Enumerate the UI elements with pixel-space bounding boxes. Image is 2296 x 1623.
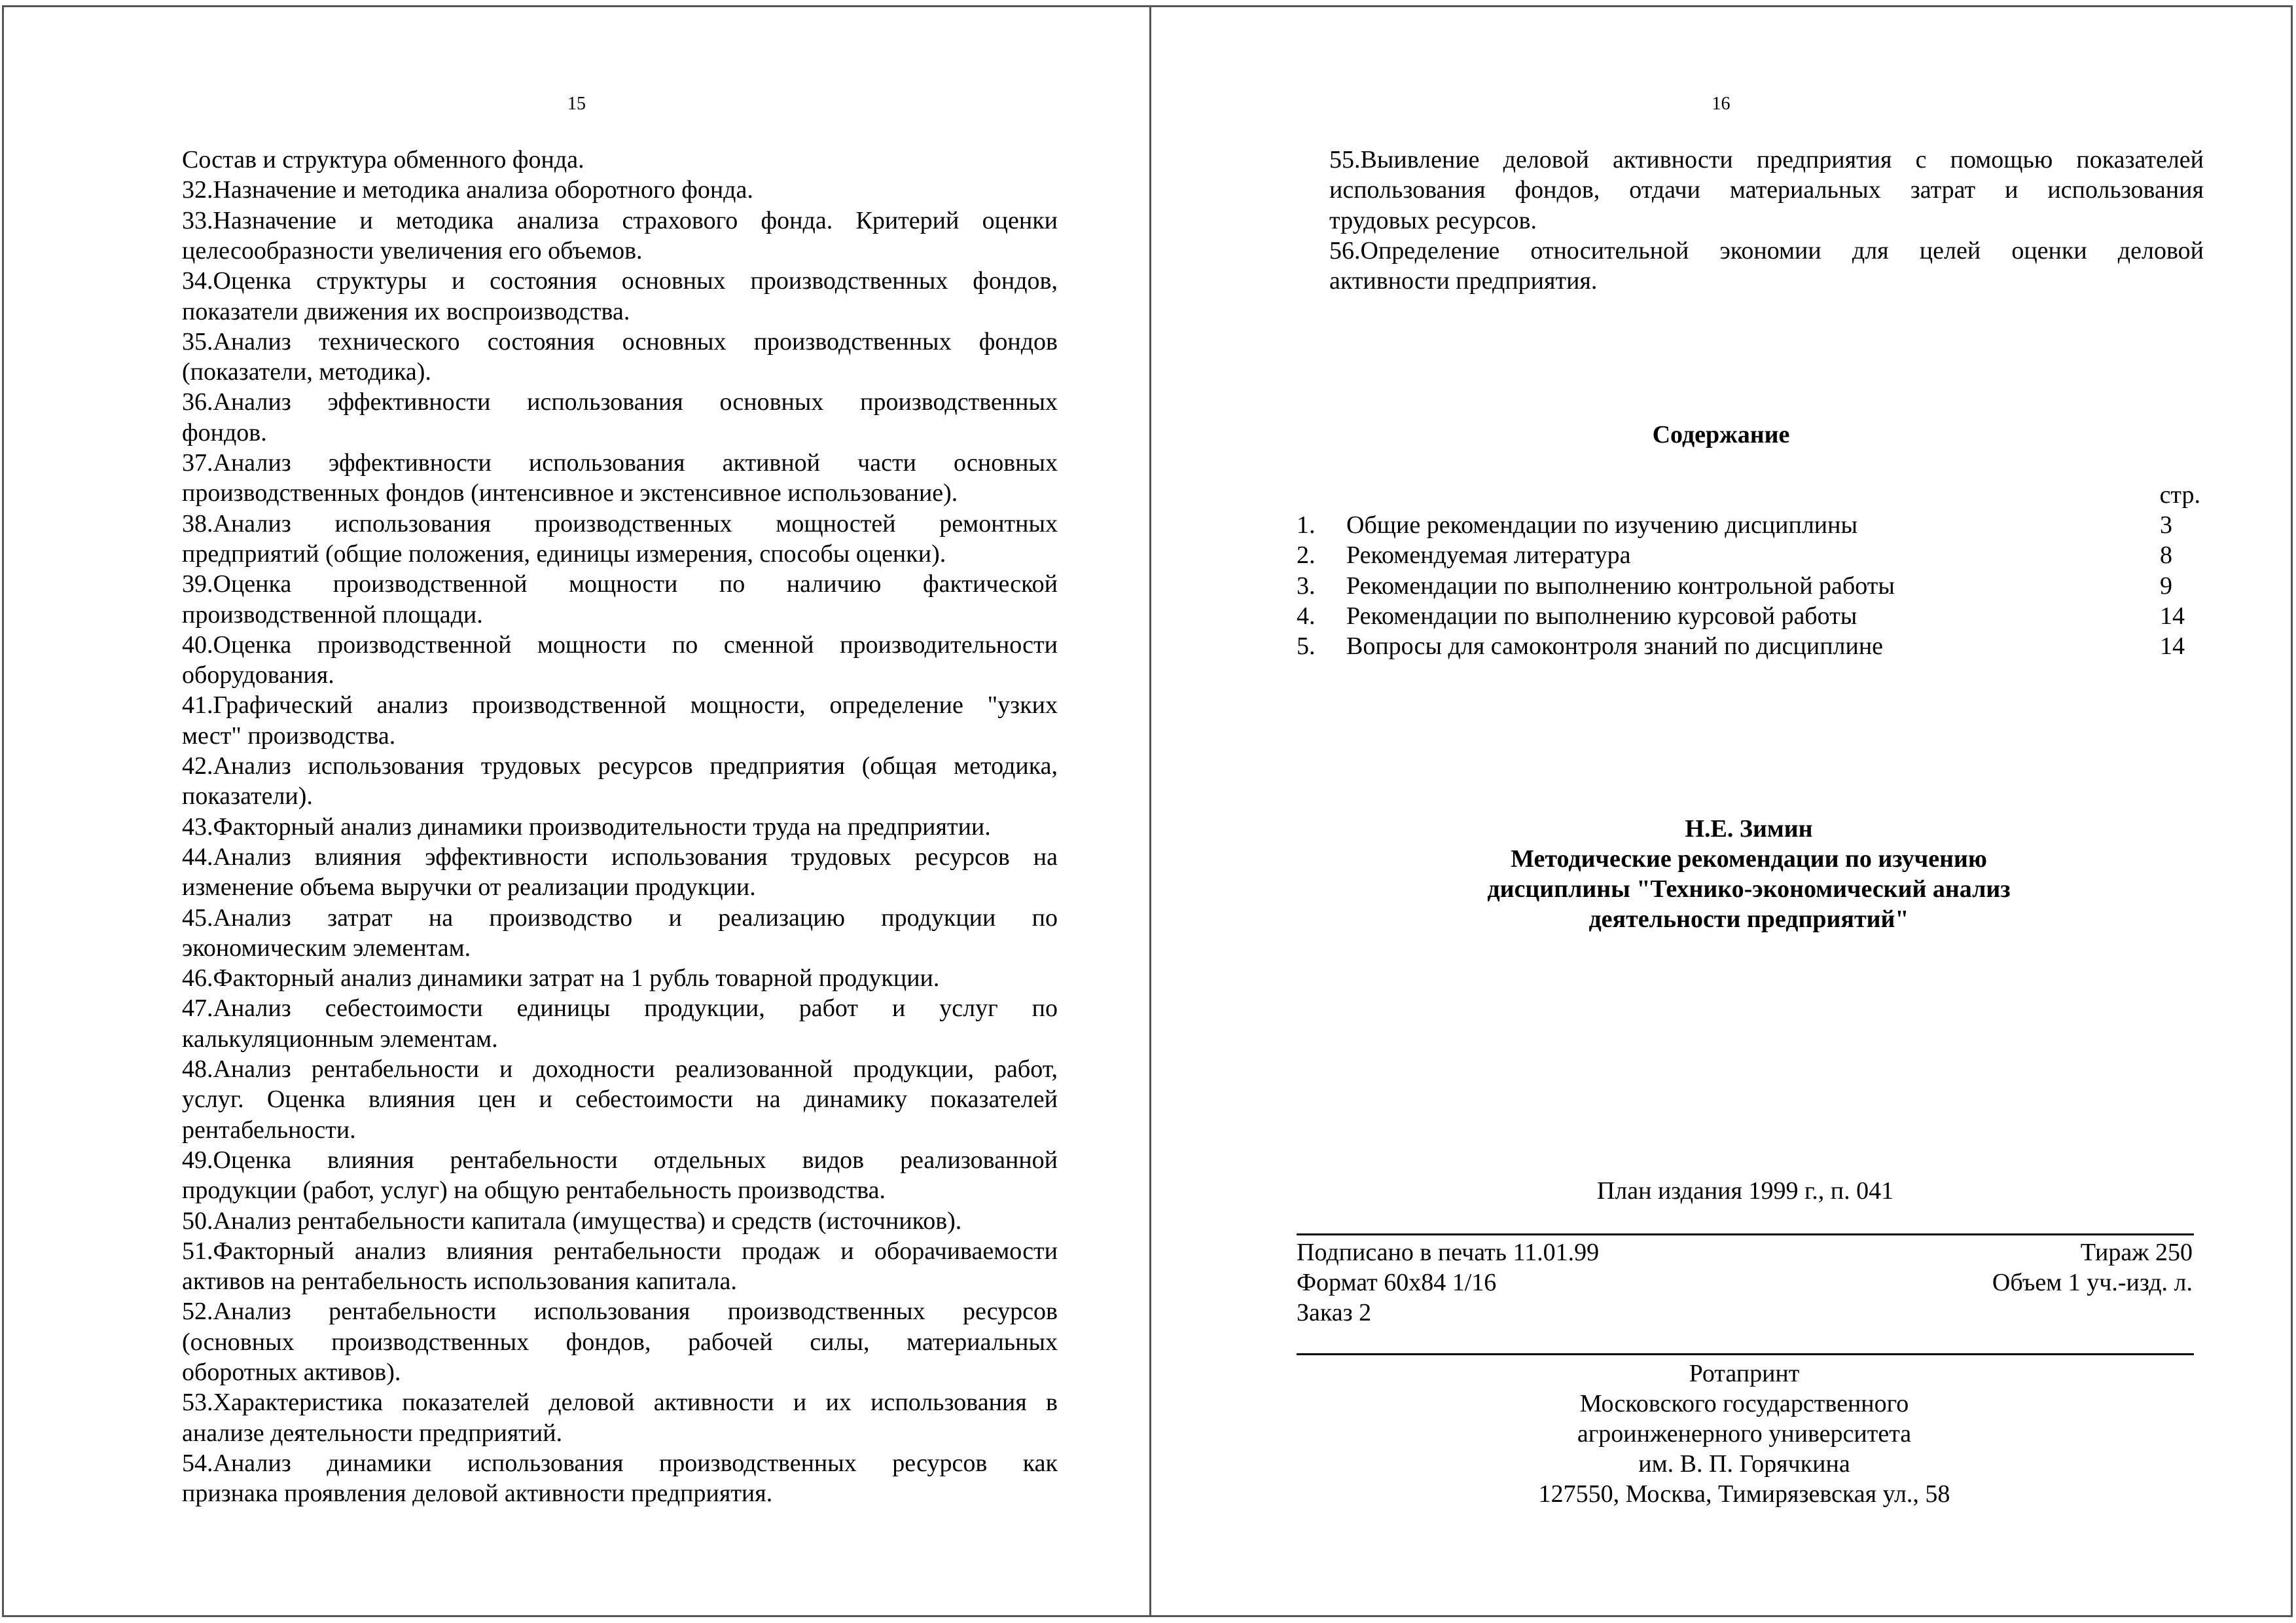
text-line: фондов. <box>182 418 267 447</box>
text-line: калькуляционным элементам. <box>182 1025 498 1053</box>
print-run: Тираж 250 <box>2080 1239 2193 1266</box>
contents-heading: Содержание <box>1652 421 1790 448</box>
page-16 <box>1149 5 2293 1617</box>
printer-info-line: 127550, Москва, Тимирязевская ул., 58 <box>1538 1480 1950 1508</box>
contents-page-column-label: стр. <box>2159 481 2200 509</box>
divider <box>1297 1353 2194 1355</box>
text-line: 48.Анализ рентабельности и доходности реализованной продукции, работ, <box>182 1055 1058 1083</box>
text-line: экономическим элементам. <box>182 934 471 962</box>
text-line: 35.Анализ технического состояния основных производственных фондов <box>182 327 1058 356</box>
divider <box>1297 1233 2194 1235</box>
text-line: 46.Факторный анализ динамики затрат на 1 рубль товарной продукции. <box>182 964 940 993</box>
text-line: 33.Назначение и методика анализа страхового фонда. Критерий оценки <box>182 206 1058 234</box>
text-line: мест" производства. <box>182 721 396 750</box>
toc-item-page: 14 <box>2160 632 2185 661</box>
toc-item-title: Общие рекомендации по изучению дисциплины <box>1346 511 1858 539</box>
text-line: 50.Анализ рентабельности капитала (имущества) и средств (источников). <box>182 1207 962 1235</box>
text-line: 45.Анализ затрат на производство и реализацию продукции по <box>182 903 1058 932</box>
text-line: изменение объема выручки от реализации продукции. <box>182 873 756 902</box>
toc-item-page: 3 <box>2160 511 2172 539</box>
toc-item-number: 3. <box>1297 572 1316 600</box>
text-line: 44.Анализ влияния эффективности использования трудовых ресурсов на <box>182 843 1058 871</box>
text-line: 36.Анализ эффективности использования основных производственных <box>182 388 1058 416</box>
signed-date: Подписано в печать 11.01.99 <box>1297 1239 1600 1266</box>
toc-item-number: 2. <box>1297 541 1316 570</box>
toc-item-number: 1. <box>1297 511 1316 539</box>
text-line: 37.Анализ эффективности использования активной части основных <box>182 449 1058 477</box>
printer-info-line: Ротапринт <box>1689 1360 1800 1387</box>
text-line: 51.Факторный анализ влияния рентабельности продаж и оборачиваемости <box>182 1237 1058 1265</box>
text-line: услуг. Оценка влияния цен и себестоимости на динамику показателей <box>182 1085 1058 1114</box>
printer-info-line: им. В. П. Горячкина <box>1638 1450 1850 1478</box>
text-line: 55.Выивление деловой активности предприятия с помощью показателей <box>1329 146 2204 173</box>
printer-info-line: Московского государственного <box>1579 1390 1909 1417</box>
text-line: оборудования. <box>182 661 334 689</box>
format: Формат 60х84 1/16 <box>1297 1269 1497 1296</box>
volume: Объем 1 уч.-изд. л. <box>1992 1269 2193 1296</box>
toc-item-page: 14 <box>2160 602 2185 630</box>
text-line: 52.Анализ рентабельности использования производственных ресурсов <box>182 1298 1058 1326</box>
text-line: 43.Факторный анализ динамики производительности труда на предприятии. <box>182 812 991 841</box>
toc-item-title: Вопросы для самоконтроля знаний по дисциплине <box>1346 632 1884 661</box>
page-number: 15 <box>567 94 586 114</box>
text-line: 40.Оценка производственной мощности по сменной производительности <box>182 630 1058 659</box>
text-line: 54.Анализ динамики использования производственных ресурсов как <box>182 1449 1058 1477</box>
text-line: признака проявления деловой активности предприятия. <box>182 1480 773 1508</box>
text-line: 39.Оценка производственной мощности по наличию фактической <box>182 570 1058 598</box>
text-line: 56.Определение относительной экономии для целей оценки деловой <box>1329 236 2204 264</box>
text-line: трудовых ресурсов. <box>1329 206 1537 234</box>
toc-item-number: 4. <box>1297 602 1316 630</box>
text-line: 38.Анализ использования производственных мощностей ремонтных <box>182 509 1058 538</box>
text-line: использования фондов, отдачи материальных затрат и использования <box>1329 176 2204 204</box>
toc-item-number: 5. <box>1297 632 1316 661</box>
toc-item-title: Рекомендации по выполнению курсовой работы <box>1346 602 1857 630</box>
toc-item-title: Рекомендации по выполнению контрольной работы <box>1346 572 1895 600</box>
text-line: активности предприятия. <box>1329 267 1598 295</box>
text-line: 47.Анализ себестоимости единицы продукции, работ и услуг по <box>182 994 1058 1023</box>
page-15 <box>2 5 1151 1617</box>
printer-info-line: агроинженерного университета <box>1577 1420 1912 1448</box>
text-line: показатели движения их воспроизводства. <box>182 297 630 325</box>
text-line: (показатели, методика). <box>182 358 431 386</box>
text-line: 49.Оценка влияния рентабельности отдельных видов реализованной <box>182 1146 1058 1174</box>
document-title-line: дисциплины "Технико-экономический анализ <box>1487 875 2011 903</box>
text-line: (основных производственных фондов, рабочей силы, материальных <box>182 1328 1058 1356</box>
text-line: 34.Оценка структуры и состояния основных производственных фондов, <box>182 267 1058 295</box>
text-line: Состав и структура обменного фонда. <box>182 146 584 173</box>
document-title-line: Методические рекомендации по изучению <box>1511 845 1987 873</box>
page-number: 16 <box>1712 94 1731 114</box>
text-line: целесообразности увеличения его объемов. <box>182 236 643 264</box>
text-line: 41.Графический анализ производственной мощности, определение "узких <box>182 691 1058 720</box>
text-line: производственной площади. <box>182 600 483 629</box>
text-line: 53.Характеристика показателей деловой активности и их использования в <box>182 1389 1058 1417</box>
text-line: 42.Анализ использования трудовых ресурсов предприятия (общая методика, <box>182 752 1058 780</box>
document-title-line: деятельности предприятий" <box>1588 905 1909 933</box>
text-line: оборотных активов). <box>182 1359 401 1386</box>
publication-plan: План издания 1999 г., п. 041 <box>1596 1177 1894 1205</box>
text-line: анализе деятельности предприятий. <box>182 1419 563 1447</box>
text-line: 32.Назначение и методика анализа оборотного фонда. <box>182 176 753 204</box>
text-line: рентабельности. <box>182 1116 356 1144</box>
text-line: предприятий (общие положения, единицы измерения, способы оценки). <box>182 539 946 568</box>
author-name: Н.Е. Зимин <box>1685 815 1813 843</box>
toc-item-page: 9 <box>2160 572 2172 600</box>
text-line: активов на рентабельность использования капитала. <box>182 1267 737 1296</box>
order-number: Заказ 2 <box>1297 1299 1372 1326</box>
toc-item-title: Рекомендуемая литература <box>1346 541 1631 570</box>
text-line: показатели). <box>182 782 313 811</box>
toc-item-page: 8 <box>2160 541 2172 570</box>
text-line: производственных фондов (интенсивное и экстенсивное использование). <box>182 479 958 507</box>
text-line: продукции (работ, услуг) на общую рентабельность производства. <box>182 1176 886 1205</box>
